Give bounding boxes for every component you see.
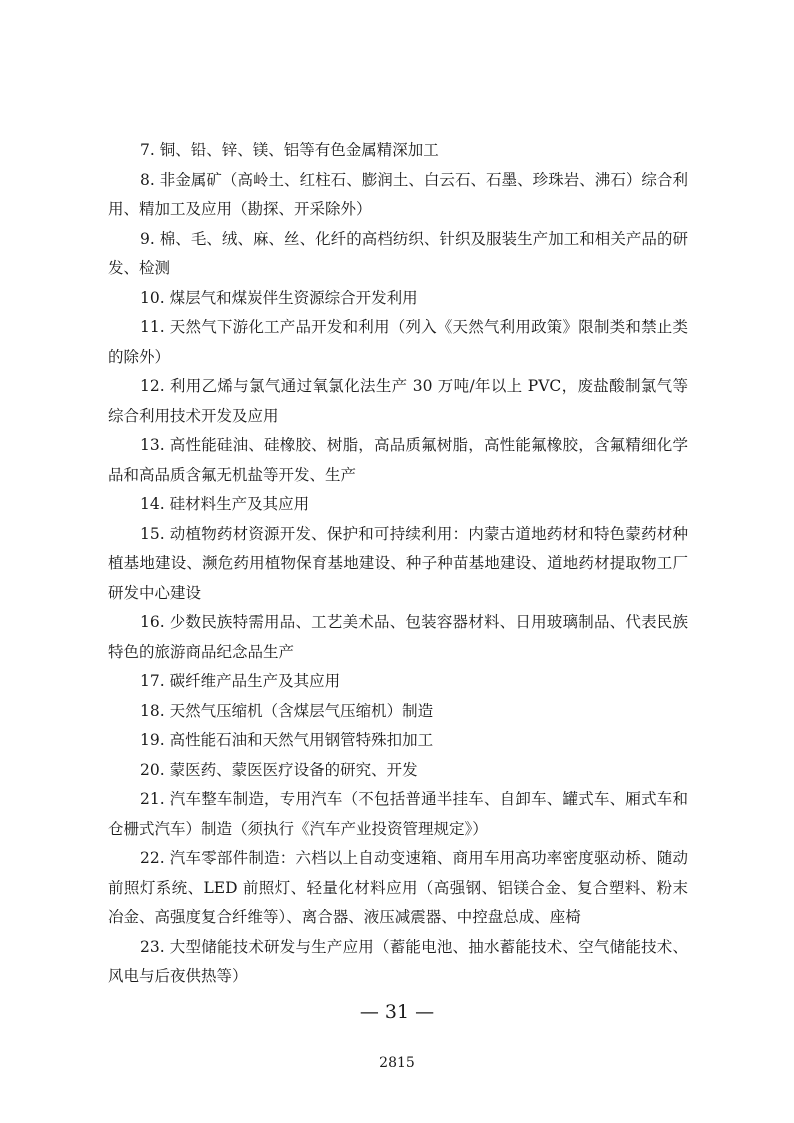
list-item: 11. 天然气下游化工产品开发和利用（列入《天然气利用政策》限制类和禁止类的除外） <box>108 318 688 366</box>
list-item: 15. 动植物药材资源开发、保护和可持续利用：内蒙古道地药材和特色蒙药材种植基地建设、濒危药用植物保育基地建设、种子种苗基地建设、道地药材提取物工厂研发中心建设 <box>108 524 688 602</box>
list-item: 19. 高性能石油和天然气用钢管特殊扣加工 <box>140 731 434 749</box>
list-item: 20. 蒙医药、蒙医医疗设备的研究、开发 <box>140 760 418 779</box>
list-item: 14. 硅材料生产及其应用 <box>140 495 310 513</box>
list-item: 9. 棉、毛、绒、麻、丝、化纤的高档纺织、针织及服装生产加工和相关产品的研发、检测 <box>108 229 688 277</box>
document-code: 2815 <box>379 1055 415 1071</box>
list-item: 10. 煤层气和煤炭伴生资源综合开发利用 <box>140 288 418 307</box>
list-item: 7. 铜、铅、锌、镁、铝等有色金属精深加工 <box>140 141 439 159</box>
list-item: 17. 碳纤维产品生产及其应用 <box>140 672 341 690</box>
list-item: 22. 汽车零部件制造：六档以上自动变速箱、商用车用高功率密度驱动桥、随动前照灯系统、LED 前照灯、轻量化材料应用（高强钢、铝镁合金、复合塑料、粉末冶金、高强度复合纤维等）、离合器、液压减震器、中控盘总成、座椅 <box>108 849 688 926</box>
list-item: 18. 天然气压缩机（含煤层气压缩机）制造 <box>140 701 434 720</box>
list-item: 13. 高性能硅油、硅橡胶、树脂，高品质氟树脂，高性能氟橡胶，含氟精细化学品和高品质含氟无机盐等开发、生产 <box>108 436 688 484</box>
list-item: 16. 少数民族特需用品、工艺美术品、包装容器材料、日用玻璃制品、代表民族特色的旅游商品纪念品生产 <box>108 613 688 661</box>
list-item: 23. 大型储能技术研发与生产应用（蓄能电池、抽水蓄能技术、空气储能技术、风电与后夜供热等） <box>108 937 688 985</box>
list-item: 12. 利用乙烯与氯气通过氧氯化法生产 30 万吨/年以上 PVC，废盐酸制氯气等综合利用技术开发及应用 <box>108 377 688 425</box>
list-item: 21. 汽车整车制造，专用汽车（不包括普通半挂车、自卸车、罐式车、厢式车和仓栅式汽车）制造（须执行《汽车产业投资管理规定》） <box>108 790 688 838</box>
page-number: — 31 — <box>359 1001 435 1023</box>
document-body <box>108 136 688 992</box>
list-item: 8. 非金属矿（高岭土、红柱石、膨润土、白云石、石墨、珍珠岩、沸石）综合利用、精加工及应用（勘探、开采除外） <box>108 170 688 218</box>
